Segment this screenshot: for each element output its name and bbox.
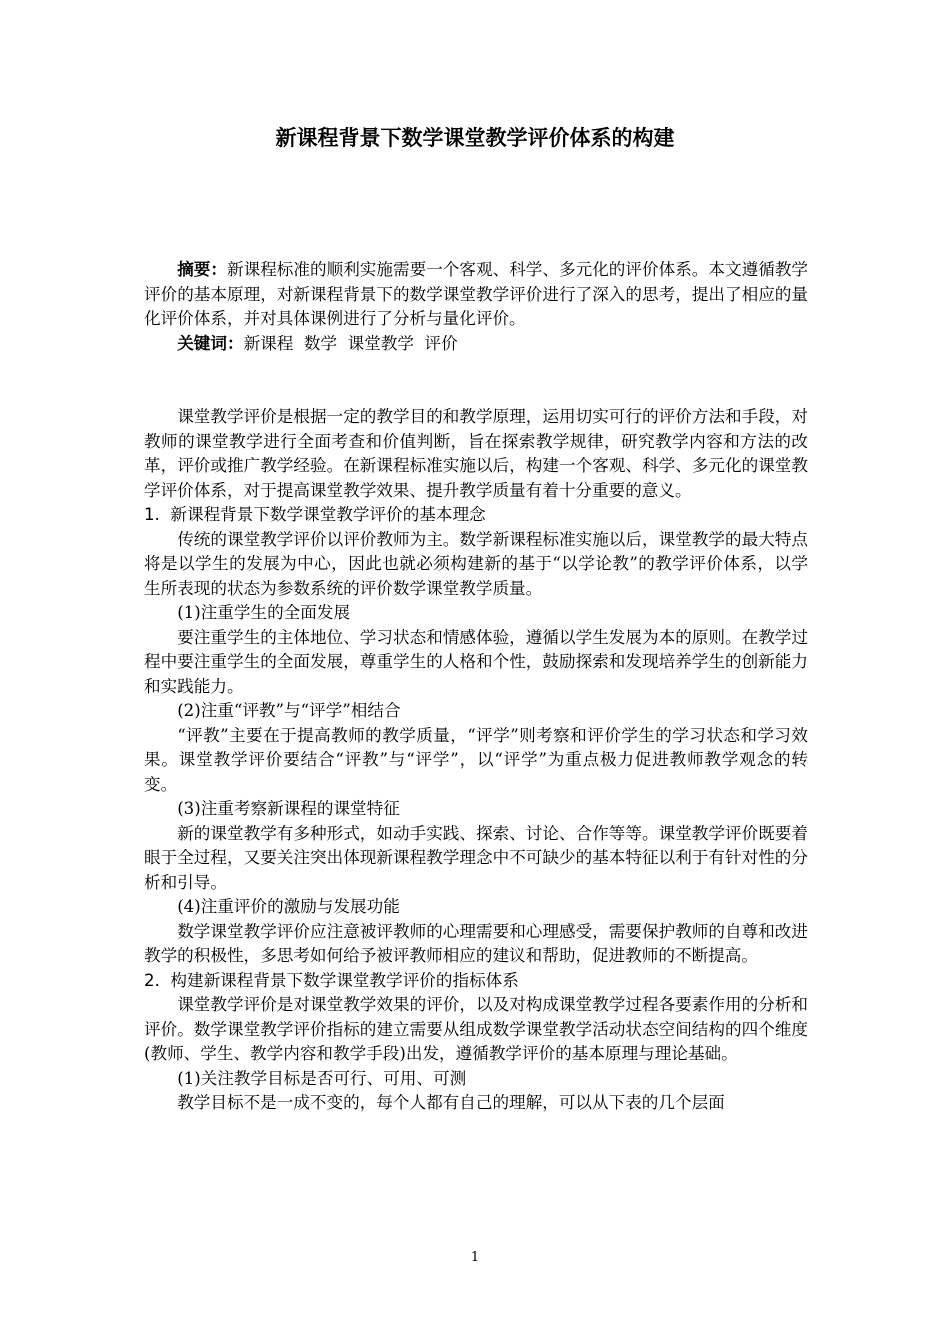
keywords-text: 新课程 数学 课堂教学 评价 <box>243 333 458 353</box>
subsection-heading: (1)关注教学目标是否可行、可用、可测 <box>177 1068 467 1088</box>
page-number: 1 <box>470 1250 480 1265</box>
keywords-paragraph <box>144 332 808 357</box>
document-title: 新课程背景下数学课堂教学评价体系的构建 <box>275 126 675 150</box>
intro-paragraph: 课堂教学评价是根据一定的教学目的和教学原理，运用切实可行的评价方法和手段，对教师的课堂教学进行全面考查和价值判断，旨在探索教学规律，研究教学内容和方法的改革，评价或推广教学经验。在新课程标准实施以后，构建一个客观、科学、多元化的课堂教学评价体系，对于提高课堂教学效果、提升教学质量有着十分重要的意义。 <box>144 407 808 500</box>
section-2-paragraph: 课堂教学评价是对课堂教学效果的评价，以及对构成课堂教学过程各要素作用的分析和评价。数学课堂教学评价指标的建立需要从组成数学课堂教学活动状态空间结构的四个维度(教师、学生、教学内容和教学手段)出发，遵循教学评价的基本原理与理论基础。 <box>144 995 808 1063</box>
abstract-paragraph <box>144 258 808 332</box>
subsection-paragraph: 新的课堂教学有多种形式，如动手实践、探索、讨论、合作等等。课堂教学评价既要着眼于全过程，又要关注突出体现新课程教学理念中不可缺少的基本特征以利于有针对性的分析和引导。 <box>144 823 808 892</box>
section-1-heading: 1. 新课程背景下数学课堂教学评价的基本理念 <box>144 505 486 524</box>
section-1-paragraph: 传统的课堂教学评价以评价教师为主。数学新课程标准实施以后，课堂教学的最大特点将是以学生的发展为中心，因此也就必须构建新的基于“以学论教”的教学评价体系，以学生所表现的状态为参数系统的评价数学课堂教学质量。 <box>144 529 808 598</box>
spacer <box>144 356 808 405</box>
subsection-paragraph: 要注重学生的主体地位、学习状态和情感体验，遵循以学生发展为本的原则。在教学过程中要注重学生的全面发展，尊重学生的人格和个性，鼓励探索和发现培养学生的创新能力和实践能力。 <box>144 627 808 696</box>
abstract-label: 摘要： <box>177 260 227 279</box>
subsection-paragraph: 数学课堂教学评价应注意被评教师的心理需要和心理感受，需要保护教师的自尊和改进教学的积极性，多思考如何给予被评教师相应的建议和帮助，促进教师的不断提高。 <box>144 921 808 965</box>
subsection-heading: (3)注重考察新课程的课堂特征 <box>177 799 400 818</box>
subsection-paragraph: 教学目标不是一成不变的，每个人都有自己的理解，可以从下表的几个层面 <box>177 1093 725 1112</box>
subsection-paragraph: “评教”主要在于提高教师的教学质量，“评学”则考察和评价学生的学习状态和学习效果。课堂教学评价要结合“评教”与“评学”，以“评学”为重点极力促进教师教学观念的转变。 <box>144 725 808 794</box>
keywords-label: 关键词： <box>177 333 244 353</box>
subsection-heading: (1)注重学生的全面发展 <box>177 603 351 622</box>
subsection-heading: (2)注重“评教”与“评学”相结合 <box>177 701 401 720</box>
document-body <box>144 258 808 1116</box>
abstract-text: 新课程标准的顺利实施需要一个客观、科学、多元化的评价体系。本文遵循教学评价的基本原理，对新课程背景下的数学课堂教学评价进行了深入的思考，提出了相应的量化评价体系，并对具体课例进行了分析与量化评价。 <box>144 260 809 328</box>
section-2-heading: 2. 构建新课程背景下数学课堂教学评价的指标体系 <box>144 970 519 990</box>
subsection-heading: (4)注重评价的激励与发展功能 <box>177 897 400 916</box>
